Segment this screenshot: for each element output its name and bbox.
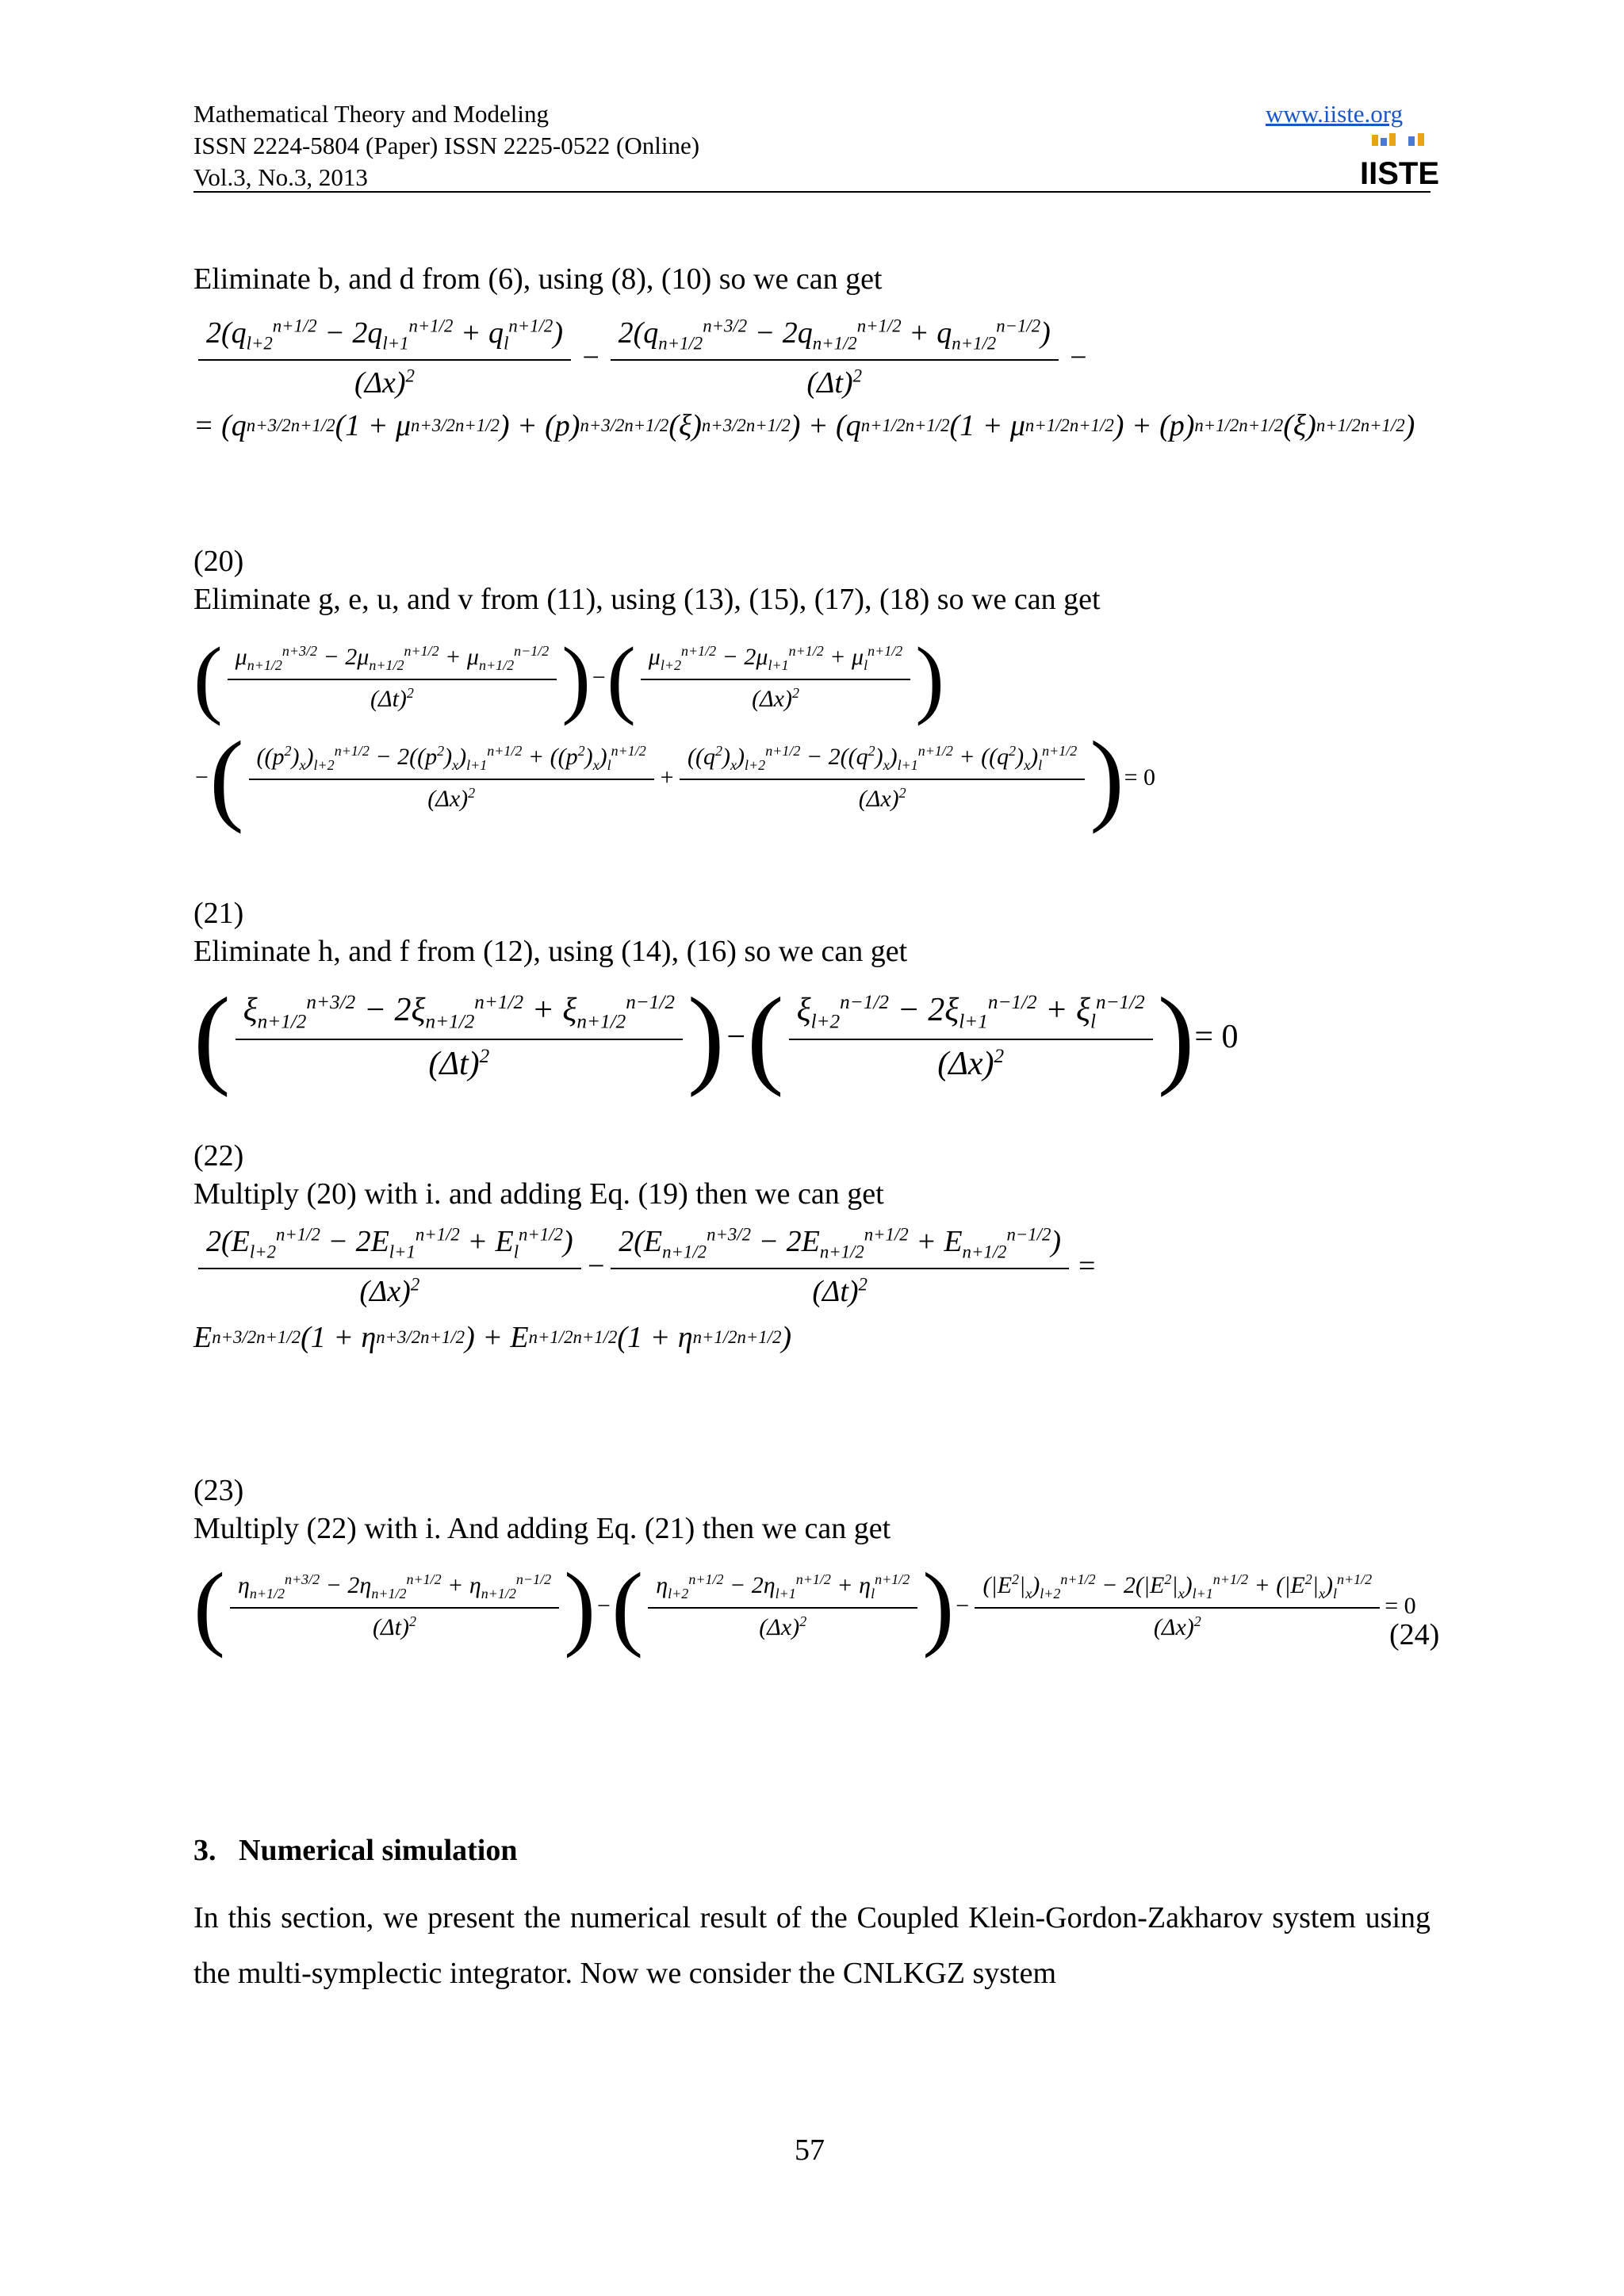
- header-rule: [193, 191, 1431, 193]
- body-paragraph: In this section, we present the numerical result of the Coupled Klein-Gordon-Zakharov system using the multi-symplectic integrator. Now we consider the CNLKGZ system: [193, 1901, 1431, 1990]
- text-line-eliminate-b-d: Eliminate b, and d from (6), using (8), (10) so we can get: [193, 262, 883, 296]
- equation-21: ( $\frac{\mu_{n+1/2}^{n+3/2} - 2\mu_{n+1/2}^{n+1/2} + \mu_{n+1/2}^{n-1/2}}{(\Delta t)^2}$ ) − ( $\frac{\mu_{l+2}^{n+1/2} - 2\mu_{l+1}^{n+1/2} + \mu_l^{n+1/2}}{(\Delta x)^2}$ ) − ( $\frac{((p^2)_x)_{l+2}^{n+1/2} - 2((p^2)_x)_{l+1}^{n+1/2} + ((p^2)_x)_l^{n+1/2}}{(\Delta x)^2}$ + $\frac{((q^2)_x)_{l+2}^{n+1/2} - 2((q^2)_x)_{l+1}^{n+1/2} + ((q^2)_x)_l^{n+1/2}}{(\Delta x)^2}$ ) = 0: [193, 629, 1156, 835]
- equation-23: $\frac{2(E_{l+2}^{n+1/2} - 2E_{l+1}^{n+1/2} + E_l^{n+1/2})}{(\Delta x)^2}$ − $\frac{2(E_{n+1/2}^{n+3/2} - 2E_{n+1/2}^{n+1/2} + E_{n+1/2}^{n-1/2})}{(\Delta t)^2}$ = E n+3/2 n+1/2 (1 + η n+3/2 n+1/2 ) + E n+1/2 n+1/2 (1 + η n+1/2 n+1/2 ): [193, 1224, 1096, 1354]
- equation-number-24: (24): [1389, 1618, 1440, 1651]
- equation-label-22: (22): [193, 1139, 244, 1173]
- equation-label-21: (21): [193, 897, 244, 930]
- text-line-multiply-22: Multiply (22) with i. And adding Eq. (21) then we can get: [193, 1512, 891, 1545]
- page-number: 57: [795, 2133, 825, 2167]
- equation-22: ( $\frac{\xi_{n+1/2}^{n+3/2} - 2\xi_{n+1/2}^{n+1/2} + \xi_{n+1/2}^{n-1/2}}{(\Delta t)^2}$ ) − ( $\frac{\xi_{l+2}^{n-1/2} - 2\xi_{l+1}^{n-1/2} + \xi_l^{n-1/2}}{(\Delta x)^2}$ ) = 0: [193, 975, 1239, 1098]
- issn-line: ISSN 2224-5804 (Paper) ISSN 2225-0522 (Online): [193, 132, 700, 159]
- section-heading: 3. Numerical simulation: [193, 1834, 518, 1867]
- equation-19: $\frac{2(q_{l+2}^{n+1/2} - 2q_{l+1}^{n+1/2} + q_l^{n+1/2})}{(\Delta x)^2}$ − $\frac{2(q_{n+1/2}^{n+3/2} - 2q_{n+1/2}^{n+1/2} + q_{n+1/2}^{n-1/2})}{(\Delta t)^2}$ − = (q n+3/2 n+1/2 (1 + μ n+3/2 n+1/2 ) + (p) n+3/2 n+1/2 (ξ) n+3/2 n+1/2 ) + (q n+1/2 n+1/2 (1 + μ n+1/2 n+1/2 ) + (p) n+1/2 n+1/2 (ξ) n+1/2 n+1/2 ): [193, 316, 1415, 442]
- journal-title: Mathematical Theory and Modeling: [193, 100, 549, 128]
- volume-line: Vol.3, No.3, 2013: [193, 163, 368, 191]
- text-line-eliminate-g-e-u-v: Eliminate g, e, u, and v from (11), using (13), (15), (17), (18) so we can get: [193, 583, 1101, 616]
- equation-label-20: (20): [193, 545, 244, 578]
- equation-label-23: (23): [193, 1474, 244, 1507]
- logo-text: IISTE: [1359, 156, 1440, 191]
- iiste-logo: [1359, 133, 1440, 191]
- text-line-eliminate-h-f: Eliminate h, and f from (12), using (14), (16) so we can get: [193, 935, 908, 968]
- website-link[interactable]: www.iiste.org: [1266, 100, 1404, 128]
- equation-24: ( $\frac{\eta_{n+1/2}^{n+3/2} - 2\eta_{n+1/2}^{n+1/2} + \eta_{n+1/2}^{n-1/2}}{(\Delta t)^2}$ ) − ( $\frac{\eta_{l+2}^{n+1/2} - 2\eta_{l+1}^{n+1/2} + \eta_l^{n+1/2}}{(\Delta x)^2}$ ) − $\frac{(|E^2|_x)_{l+2}^{n+1/2} - 2(|E^2|_x)_{l+1}^{n+1/2} + (|E^2|_x)_l^{n+1/2}}{(\Delta x)^2}$ = 0: [193, 1553, 1416, 1659]
- text-line-multiply-20: Multiply (20) with i. and adding Eq. (19) then we can get: [193, 1177, 884, 1211]
